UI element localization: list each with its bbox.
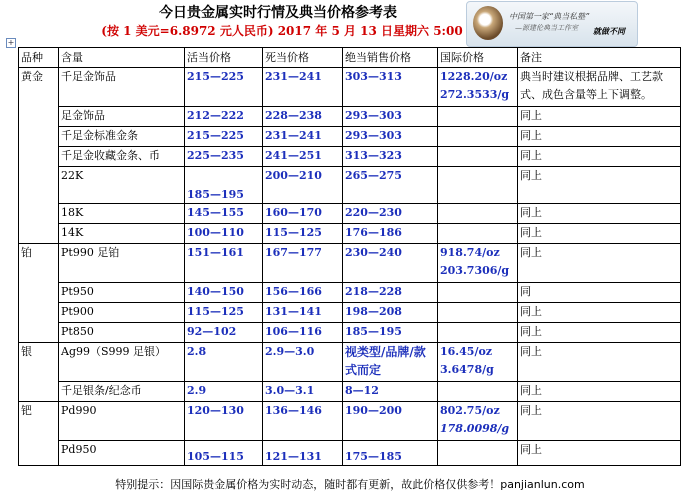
intl-price-cell (438, 382, 518, 402)
live-price-cell: 92—102 (185, 323, 263, 343)
header-forfeit-sale: 绝当销售价格 (343, 48, 438, 68)
dead-price-cell: 228—238 (263, 107, 343, 127)
dead-price-cell: 241—251 (263, 147, 343, 167)
content-cell: 足金饰品 (59, 107, 185, 127)
remark-cell: 同上 (518, 224, 681, 244)
live-price-cell: 215—225 (185, 127, 263, 147)
remark-cell: 同上 (518, 147, 681, 167)
intl-price-cell (438, 147, 518, 167)
forfeit-price-cell: 218—228 (343, 283, 438, 303)
variety-palladium: 钯 (19, 402, 59, 466)
live-price-cell: 2.8 (185, 343, 263, 382)
intl-price-cell (438, 323, 518, 343)
logo-line3: 就做不同 (593, 27, 625, 36)
page-title: 今日贵金属实时行情及典当价格参考表 (159, 5, 397, 21)
content-cell: 千足金收藏金条、币 (59, 147, 185, 167)
remark-cell: 同上 (518, 303, 681, 323)
logo-line2: —源建伦典当工作室 (515, 24, 578, 32)
dead-price-cell: 200—210 (263, 167, 343, 204)
live-price-cell: 120—130 (185, 402, 263, 441)
table-row (19, 382, 681, 402)
dead-price-cell: 231—241 (263, 68, 343, 107)
content-cell: Ag99（S999 足银） (59, 343, 185, 382)
intl-price-cell (438, 68, 518, 107)
remark-cell: 同上 (518, 441, 681, 466)
dead-price-cell: 115—125 (263, 224, 343, 244)
header-variety: 品种 (19, 48, 59, 68)
dead-price-cell: 2.9—3.0 (263, 343, 343, 382)
remark-cell: 同 (518, 283, 681, 303)
live-price-cell: 105—115 (185, 441, 263, 466)
header-remarks: 备注 (518, 48, 681, 68)
studio-logo (466, 1, 638, 47)
forfeit-price-cell: 视类型/品牌/款式而定 (343, 343, 438, 382)
logo-emblem-icon (473, 6, 503, 40)
intl-price-oz: 16.45/oz (440, 345, 493, 358)
live-price-cell: 2.9 (185, 382, 263, 402)
table-row (19, 303, 681, 323)
remark-cell: 同上 (518, 244, 681, 283)
content-cell: Pd990 (59, 402, 185, 441)
remark-cell: 典当时建议根据品牌、工艺款式、成色含量等上下调整。 (518, 68, 681, 107)
table-row (19, 147, 681, 167)
remark-cell: 同上 (518, 127, 681, 147)
table-move-handle-icon[interactable]: + (7, 38, 15, 47)
intl-price-cell (438, 167, 518, 204)
content-cell: 千足金标准金条 (59, 127, 185, 147)
forfeit-price-cell: 265—275 (343, 167, 438, 204)
live-price-cell: 185—195 (185, 167, 263, 204)
live-price-cell: 225—235 (185, 147, 263, 167)
live-price-cell: 212—222 (185, 107, 263, 127)
forfeit-price-cell: 8—12 (343, 382, 438, 402)
header-intl-price: 国际价格 (438, 48, 518, 68)
footer-notice: 特别提示：因国际贵金属价格为实时动态，随时都有更新，故此价格仅供参考！panjianlun.com (115, 478, 585, 491)
intl-price-g: 203.7306/g (440, 264, 510, 277)
dead-price-cell: 160—170 (263, 204, 343, 224)
content-cell: 18K (59, 204, 185, 224)
table-row (19, 244, 681, 283)
table-row (19, 68, 681, 107)
intl-price-oz: 918.74/oz (440, 246, 500, 259)
forfeit-price-cell: 293—303 (343, 107, 438, 127)
remark-cell: 同上 (518, 343, 681, 382)
table-row (19, 127, 681, 147)
intl-price-cell (438, 441, 518, 466)
live-price-cell: 115—125 (185, 303, 263, 323)
forfeit-price-cell: 313—323 (343, 147, 438, 167)
forfeit-price-cell: 293—303 (343, 127, 438, 147)
live-price-cell: 140—150 (185, 283, 263, 303)
content-cell: 22K (59, 167, 185, 204)
content-cell: 14K (59, 224, 185, 244)
table-row (19, 441, 681, 466)
dead-price-cell: 121—131 (263, 441, 343, 466)
intl-price-g: 272.3533/g (440, 88, 510, 101)
content-cell: 千足金饰品 (59, 68, 185, 107)
forfeit-price-cell: 176—186 (343, 224, 438, 244)
remark-cell: 同上 (518, 402, 681, 441)
forfeit-price-cell: 198—208 (343, 303, 438, 323)
dead-price-cell: 231—241 (263, 127, 343, 147)
intl-price-cell (438, 244, 518, 283)
table-header-row (19, 48, 681, 68)
remark-cell: 同上 (518, 382, 681, 402)
forfeit-price-cell: 190—200 (343, 402, 438, 441)
content-cell: 千足银条/纪念币 (59, 382, 185, 402)
dead-price-cell: 131—141 (263, 303, 343, 323)
variety-platinum: 铂 (19, 244, 59, 343)
header-dead-pawn: 死当价格 (263, 48, 343, 68)
table-row (19, 343, 681, 382)
dead-price-cell: 167—177 (263, 244, 343, 283)
content-cell: Pt950 (59, 283, 185, 303)
exchange-rate-subtitle: (按 1 美元=6.8972 元人民币) 2017 年 5 月 13 日星期六 5:00 (101, 24, 463, 38)
table-row (19, 283, 681, 303)
intl-price-cell (438, 107, 518, 127)
intl-price-cell (438, 224, 518, 244)
live-price-cell: 151—161 (185, 244, 263, 283)
variety-silver: 银 (19, 343, 59, 402)
remark-cell: 同上 (518, 107, 681, 127)
dead-price-cell: 3.0—3.1 (263, 382, 343, 402)
intl-price-g: 178.0098/g (440, 422, 510, 435)
content-cell: Pt900 (59, 303, 185, 323)
dead-price-cell: 106—116 (263, 323, 343, 343)
remark-cell: 同上 (518, 323, 681, 343)
live-price-cell: 100—110 (185, 224, 263, 244)
intl-price-oz: 802.75/oz (440, 404, 500, 417)
content-cell: Pd950 (59, 441, 185, 466)
dead-price-cell: 136—146 (263, 402, 343, 441)
table-row (19, 323, 681, 343)
content-cell: Pt990 足铂 (59, 244, 185, 283)
forfeit-price-cell: 303—313 (343, 68, 438, 107)
variety-gold: 黄金 (19, 68, 59, 244)
price-table (18, 47, 681, 466)
intl-price-cell (438, 127, 518, 147)
forfeit-price-cell: 175—185 (343, 441, 438, 466)
content-cell: Pt850 (59, 323, 185, 343)
table-row (19, 402, 681, 441)
intl-price-cell (438, 303, 518, 323)
table-row (19, 204, 681, 224)
intl-price-cell (438, 343, 518, 382)
forfeit-price-cell: 230—240 (343, 244, 438, 283)
live-price-cell: 215—225 (185, 68, 263, 107)
header-content: 含量 (59, 48, 185, 68)
intl-price-cell (438, 402, 518, 441)
table-row (19, 224, 681, 244)
intl-price-g: 3.6478/g (440, 363, 494, 376)
remark-cell: 同上 (518, 204, 681, 224)
live-price-cell: 145—155 (185, 204, 263, 224)
logo-line1: 中国第一家“典当私塾” (509, 12, 590, 21)
remark-cell: 同上 (518, 167, 681, 204)
table-row (19, 167, 681, 204)
intl-price-cell (438, 283, 518, 303)
forfeit-price-cell: 185—195 (343, 323, 438, 343)
header-live-pawn: 活当价格 (185, 48, 263, 68)
forfeit-price-cell: 220—230 (343, 204, 438, 224)
dead-price-cell: 156—166 (263, 283, 343, 303)
intl-price-oz: 1228.20/oz (440, 70, 508, 83)
intl-price-cell (438, 204, 518, 224)
table-row (19, 107, 681, 127)
